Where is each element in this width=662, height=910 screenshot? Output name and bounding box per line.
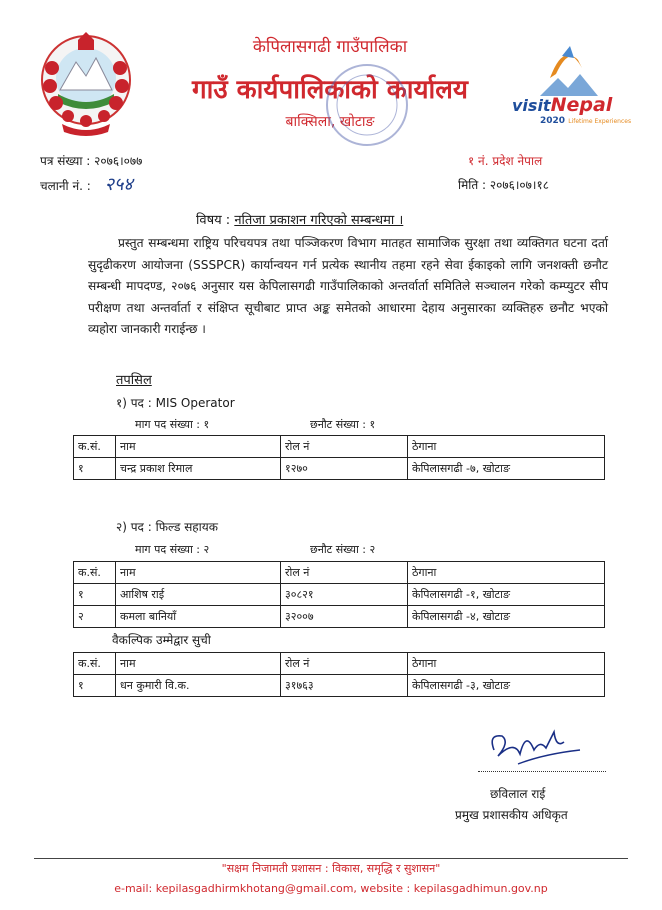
header-name: नाम <box>116 562 281 584</box>
header-name: नाम <box>116 653 281 675</box>
cell-address: केपिलासगढी -३, खोटाङ <box>408 675 605 697</box>
footer-motto: "सक्षम निजामती प्रशासन : विकास, समृद्धि र सुशासन" <box>221 862 441 875</box>
header-roll: रोल नं <box>281 562 408 584</box>
header-sn: क.सं. <box>74 436 116 458</box>
cell-address: केपिलासगढी -१, खोटाङ <box>408 584 605 606</box>
header-roll: रोल नं <box>281 436 408 458</box>
handwritten-signature <box>484 720 594 772</box>
subject: विषय : नतिजा प्रकाशन गरिएको सम्बन्धमा । <box>196 213 404 228</box>
table-row <box>74 675 605 697</box>
cell-address: केपिलासगढी -४, खोटाङ <box>408 606 605 628</box>
cell-sn: २ <box>74 606 116 628</box>
section-title: तपसिल <box>116 373 152 388</box>
municipality-name: केपिलासगढी गाउँपालिका <box>252 37 408 57</box>
signature-line <box>478 771 606 772</box>
header-sn: क.सं. <box>74 562 116 584</box>
signatory-name: छविलाल राई <box>490 787 546 801</box>
signatory-title: प्रमुख प्रशासकीय अधिकृत <box>455 808 568 822</box>
alternate-title: वैकल्पिक उम्मेद्वार सुची <box>112 633 211 647</box>
table-row <box>74 606 605 628</box>
cell-roll: १२७० <box>281 458 408 480</box>
table-header-row <box>74 562 605 584</box>
nepal-text: Nepal <box>550 94 613 116</box>
cell-sn: १ <box>74 584 116 606</box>
cell-roll: ३१७६३ <box>281 675 408 697</box>
cell-sn: १ <box>74 458 116 480</box>
cell-sn: १ <box>74 675 116 697</box>
table-row <box>74 584 605 606</box>
header-roll: रोल नं <box>281 653 408 675</box>
chalani-handwritten: २५४ <box>104 174 133 195</box>
cell-roll: ३२००७ <box>281 606 408 628</box>
header-address: ठेगाना <box>408 436 605 458</box>
post-1-table <box>73 435 605 480</box>
header-sn: क.सं. <box>74 653 116 675</box>
table-row <box>74 458 605 480</box>
cell-address: केपिलासगढी -७, खोटाङ <box>408 458 605 480</box>
cell-name: कमला बानियाँ <box>116 606 281 628</box>
header-address: ठेगाना <box>408 562 605 584</box>
alternate-table <box>73 652 605 697</box>
post-2-selected: छनौट संख्या : २ <box>310 543 376 556</box>
table-header-row <box>74 653 605 675</box>
cell-roll: ३०८२१ <box>281 584 408 606</box>
visit-nepal-logo <box>510 38 632 128</box>
province: १ नं. प्रदेश नेपाल <box>468 154 543 168</box>
chalani-number: चलानी नं. : २५४ <box>40 174 133 195</box>
body-paragraph: प्रस्तुत सम्बन्धमा राष्ट्रिय परिचयपत्र तथा पञ्जिकरण विभाग मातहत सामाजिक सुरक्षा तथा व्यक्तिगत घटना दर्ता सुदृढीकरण आयोजना (SSSPCR) कार्यान्वयन गर्न प्रत्येक स्थानीय तहमा रहने सेवा ईकाइको लागि जनशक्ती छनौट सम्बन्धी मापदण्ड, २०७६ अनुसार यस केपिलासगढी गाउँपालिकाको अन्तर्वार्ता समितिले सञ्चालन गरेको कम्प्युटर सीप परीक्षण तथा अन्तर्वार्ता र संक्षिप्त सूचीबाट प्राप्त अङ्क समेतको आधारमा देहाय अनुसारका व्यक्तिहरु छनौट भएको व्यहोरा जानकारी गराईन्छ । <box>88 236 608 336</box>
cell-name: आशिष राई <box>116 584 281 606</box>
post-1-selected: छनौट संख्या : १ <box>310 418 376 431</box>
nepal-emblem-logo <box>38 28 134 136</box>
date: मिति : २०७६।०७।१८ <box>458 178 549 192</box>
cell-name: धन कुमारी वि.क. <box>116 675 281 697</box>
cell-name: चन्द्र प्रकाश रिमाल <box>116 458 281 480</box>
post-1-title: १) पद : MIS Operator <box>116 396 235 410</box>
visit-tagline: Lifetime Experiences <box>568 118 632 125</box>
visit-text: visit <box>512 96 551 115</box>
office-location: बाक्सिला, खोटाङ <box>285 114 375 130</box>
post-2-table <box>73 561 605 628</box>
header-address: ठेगाना <box>408 653 605 675</box>
header-name: नाम <box>116 436 281 458</box>
post-2-demand: माग पद संख्या : २ <box>135 543 210 556</box>
post-2-title: २) पद : फिल्ड सहायक <box>116 520 218 534</box>
office-title: गाउँ कार्यपालिकाको कार्यालय <box>192 75 468 105</box>
patra-sankhya: पत्र संख्या : २०७६।०७७ <box>40 154 143 168</box>
office-stamp <box>322 60 412 150</box>
visit-year: 2020 <box>540 116 566 126</box>
post-1-demand: माग पद संख्या : १ <box>135 418 210 431</box>
footer-contact: e-mail: kepilasgadhirmkhotang@gmail.com, website : kepilasgadhimun.gov.np <box>114 882 548 895</box>
table-header-row <box>74 436 605 458</box>
footer-divider <box>34 858 628 859</box>
